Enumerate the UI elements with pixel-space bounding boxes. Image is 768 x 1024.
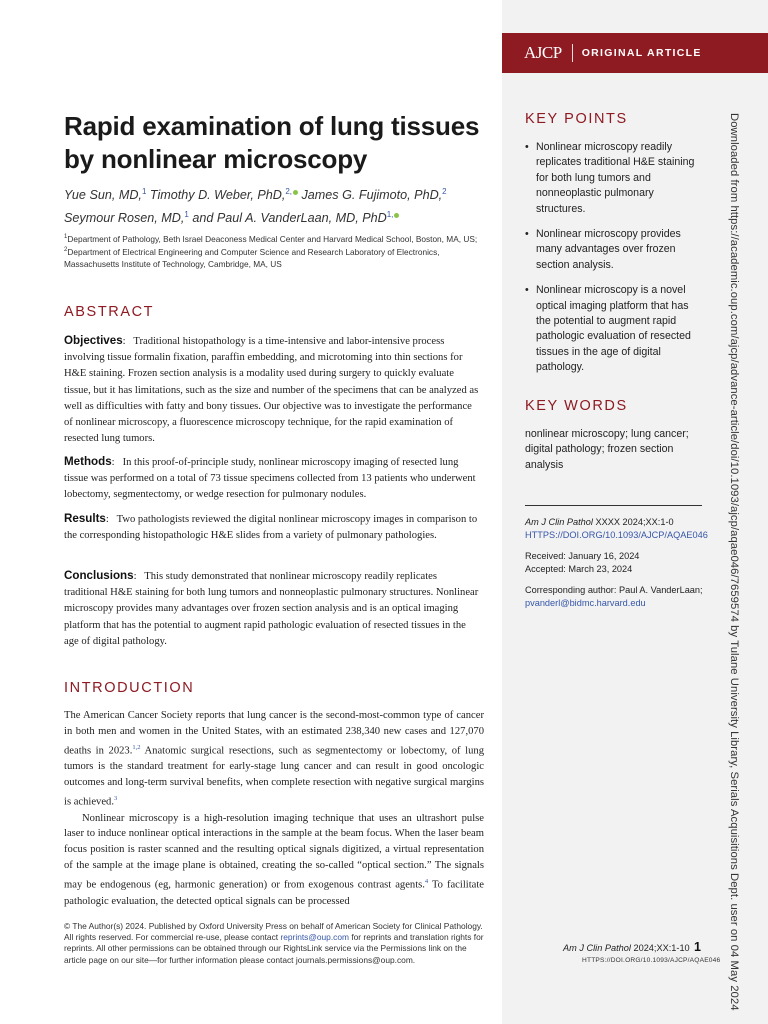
key-point-item: • Nonlinear microscopy is a novel optical imaging platform that has the potential to augment rapid pathologic evaluation of resected tissues in the age of digital pathology.: [525, 283, 705, 375]
accepted-date: Accepted: March 23, 2024: [525, 564, 633, 575]
paragraph: The American Cancer Society reports that lung cancer is the second-most-common type of cancer in both men and women in the United States, with an estimated 238,340 new cases and 127,070 deaths in 2023.$^{1,2}$ Anatomic surgical resections, such as segmentectomy or lobectomy, of lung tumors is the standard treatment for early-stage lung cancer and can result in good oncologic outcomes and long-term survival benefits, when complete resection with negative surgical margins is achieved.$^3$: [64, 710, 484, 808]
citation-ref[interactable]: 4: [424, 878, 429, 886]
objectives-label: Objectives: [64, 334, 123, 347]
author-affiliation-ref[interactable]: 1,: [386, 210, 394, 220]
abstract-results: Results: Two pathologists reviewed the digital nonlinear microscopy images in comparison to the corresponding histopathologic H&E slides from a variety of pulmonary pathologies.: [64, 512, 478, 542]
author-name: Seymour Rosen, MD,: [64, 211, 185, 226]
download-note-text: Downloaded from https://academic.oup.com/ajcp/advance-article/doi/10.1093/ajcp/aqae046/7659574 by Tulane University Library, Serials Acquisitions Dept. user on 04 May 2024: [728, 113, 740, 1011]
abstract-methods: Methods: In this proof-of-principle study, nonlinear microscopy imaging of resected lung tissue was performed on a total of 73 tissue specimens collected from 13 patients who underwent lobectomy, segmentectomy, or wedge resection for pulmonary nodules.: [64, 455, 476, 501]
author-name: Yue Sun, MD,: [64, 188, 142, 203]
doi-link[interactable]: HTTPS://DOI.ORG/10.1093/AJCP/AQAE046: [525, 530, 708, 541]
footer-citation: Am J Clin Pathol 2024;XX:1-10: [563, 943, 690, 953]
author-list: Yue Sun, MD,$^1$ Timothy D. Weber, PhD,$^{2,}$ James G. Fujimoto, PhD,$^2$ Seymour Rosen, MD,$^1$ and Paul A. VanderLaan, MD, PhD$^{1,}$: [64, 187, 447, 226]
reprints-email-link[interactable]: reprints@oup.com: [280, 932, 349, 943]
citation-block: [525, 516, 710, 543]
page-number: 1: [694, 940, 701, 954]
journal-banner: [502, 33, 768, 73]
author-name: Timothy D. Weber, PhD,: [149, 188, 286, 203]
divider: [525, 505, 702, 506]
footer-doi[interactable]: HTTPS://DOI.ORG/10.1093/AJCP/AQAE046: [582, 957, 721, 964]
abstract-heading: ABSTRACT: [64, 304, 155, 320]
article-title: Rapid examination of lung tissues by nonlinear microscopy: [64, 111, 480, 174]
copyright-notice: © The Author(s) 2024. Published by Oxford University Press on behalf of American Society for Clinical Pathology. All rights reserved. For commercial re-use, please contact reprints@oup.com for reprints and translation rights for reprints. All other permissions can be obtained through our RightsLink service via the Permissions link on the article page on our site—for further information please contact journals.permissions@oup.com.: [64, 921, 484, 965]
journal-name: AJCP: [524, 43, 562, 62]
citation-line: Am J Clin Pathol XXXX 2024;XX:1-0: [525, 517, 674, 527]
author-affiliation-ref[interactable]: 1: [184, 210, 189, 220]
key-words-text: nonlinear microscopy; lung cancer; digital pathology; frozen section analysis: [525, 428, 689, 471]
conclusions-label: Conclusions: [64, 569, 134, 582]
article-type: ORIGINAL ARTICLE: [581, 47, 702, 59]
banner-divider: [572, 44, 573, 62]
author-name: Paul A. VanderLaan, MD, PhD: [216, 211, 387, 226]
abstract-conclusions: Conclusions: This study demonstrated that nonlinear microscopy readily replicates traditional H&E staining for both lung tumors and nonneoplastic pulmonary structures. Nonlinear microscopy provides many advantages over frozen section analysis and is an optical imaging platform that has the potential to augment rapid pathologic evaluation of resected tissues in the age of digital pathology.: [64, 569, 479, 647]
corresponding-author: Corresponding author: Paul A. VanderLaan; pvanderl@bidmc.harvard.edu: [525, 585, 703, 609]
methods-label: Methods: [64, 455, 112, 468]
author-affiliation-ref[interactable]: 1: [141, 187, 147, 196]
author-name: James G. Fujimoto, PhD,: [301, 188, 443, 203]
download-note: [726, 113, 740, 1011]
introduction-heading: INTRODUCTION: [64, 680, 195, 696]
citation-ref[interactable]: 1,2: [132, 743, 141, 751]
affiliation-item: $^1$Department of Pathology, Beth Israel Deaconess Medical Center and Harvard Medical School, Boston, MA, US;: [64, 233, 478, 244]
affiliation-item: $^2$Department of Electrical Engineering and Computer Science and Research Laboratory of Electronics, Massachusetts Institute of Technology, Cambridge, MA, US: [64, 247, 440, 269]
abstract-objectives: Objectives: Traditional histopathology is a time-intensive and labor-intensive process involving tissue formalin fixation, paraffin embedding, and microtoming into thin sections for H&E staining. Frozen section analysis is a modality used during surgery to quickly evaluate tissue, but it has limitations, such as the size and number of the specimens that can be analyzed as well as difficulties with fatty and bony tissues. Our objective was to investigate the performance of nonlinear microscopy, a fluorescence microscopy technique, for the rapid examination of resected lung tumors.: [64, 334, 479, 445]
dates-block: [525, 550, 710, 577]
key-point-item: • Nonlinear microscopy readily replicates traditional H&E staining for both lung tumors and nonneoplastic pulmonary structures.: [525, 140, 705, 217]
key-point-item: • Nonlinear microscopy provides many advantages over frozen section analysis.: [525, 227, 705, 273]
author-affiliation-ref[interactable]: 2: [442, 187, 447, 196]
citation-ref[interactable]: 3: [114, 795, 118, 803]
author-email-link[interactable]: pvanderl@bidmc.harvard.edu: [525, 598, 646, 609]
introduction-body: [64, 708, 484, 909]
paragraph: Nonlinear microscopy is a high-resolution imaging technique that uses an ultrashort pulse laser to induce nonlinear optical interactions in the sample at the beam focus. When the laser beam focus position is raster scanned and the resulting optical signals digitized, a virtual representation of the sample at the image plane is obtained, creating the so-called “optical section.” The signals may be endogenous (eg, harmonic generation) or from exogenous contrast agents.$^4$ To facilitate pathologic evaluation, the detected optical signals can be processed: [64, 812, 484, 907]
results-label: Results: [64, 512, 106, 525]
affiliations: [64, 232, 484, 270]
key-points-heading: KEY POINTS: [525, 111, 628, 127]
key-words-heading: KEY WORDS: [525, 398, 628, 414]
author-affiliation-ref[interactable]: 2,: [285, 187, 292, 196]
orcid-icon[interactable]: [394, 213, 399, 218]
received-date: Received: January 16, 2024: [525, 551, 640, 561]
key-points-list: [525, 140, 705, 386]
